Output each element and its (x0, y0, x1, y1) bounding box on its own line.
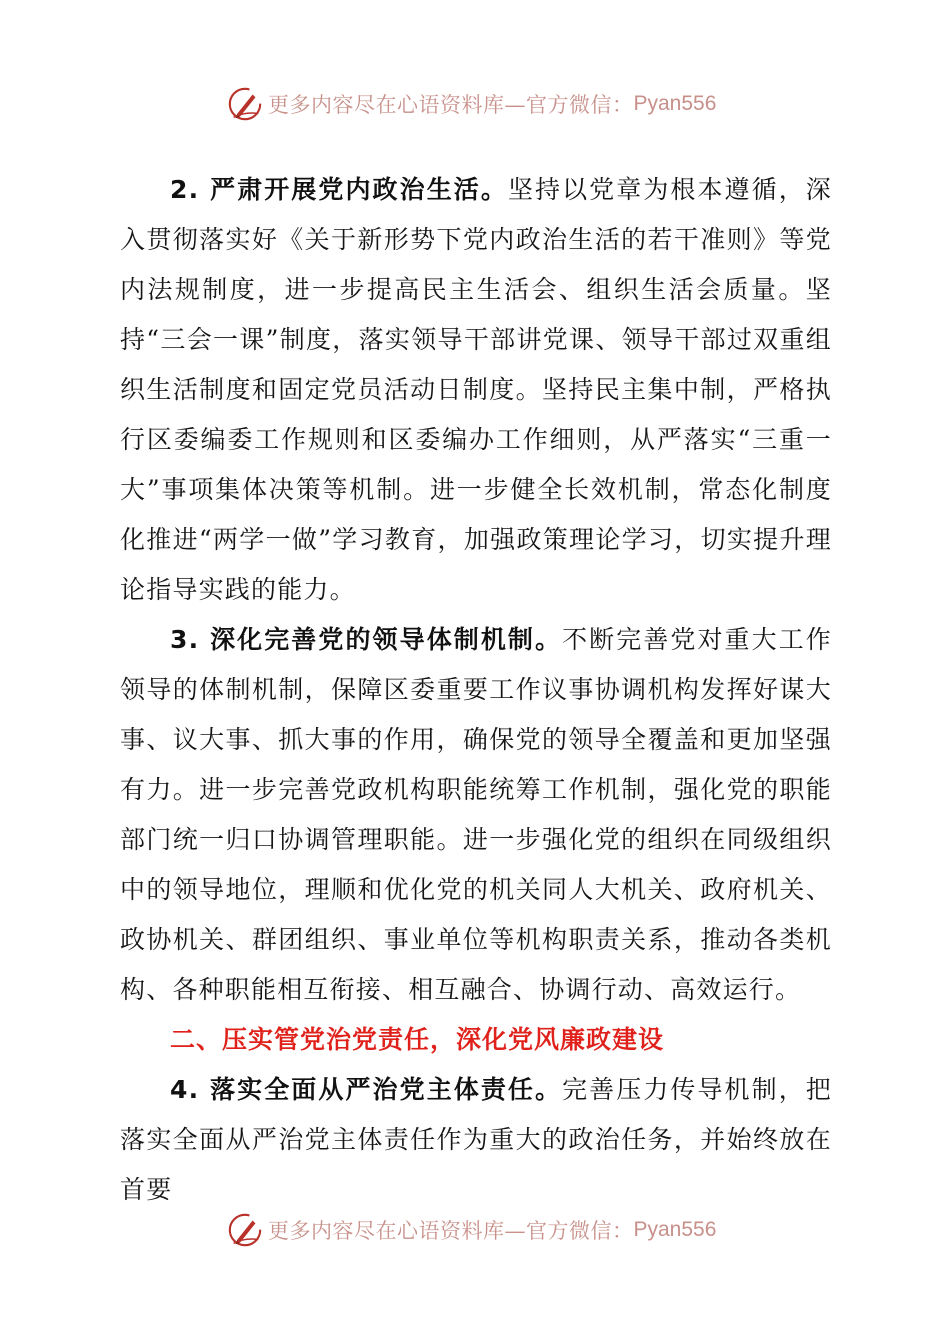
item-number: 4. (170, 1075, 211, 1104)
pen-logo-icon (226, 1211, 264, 1249)
item-body: 坚持以党章为根本遵循，深入贯彻落实好《关于新形势下党内政治生活的若干准则》等党内法规制度，进一步提高民主生活会、组织生活会质量。坚持“三会一课”制度，落实领导干部讲党课、领导干部过双重组织生活制度和固定党员活动日制度。坚持民主集中制，严格执行区委编委工作规则和区委编办工作细则，从严落实“三重一大”事项集体决策等机制。进一步健全长效机制，常态化制度化推进“两学一做”学习教育，加强政策理论学习，切实提升理论指导实践的能力。 (120, 175, 832, 604)
paragraph-4 (120, 1065, 832, 1215)
watermark-wechat-id: Pyan556 (633, 92, 717, 115)
item-lead: 深化完善党的领导体制机制。 (210, 625, 563, 654)
item-lead: 落实全面从严治党主体责任。 (210, 1075, 563, 1104)
paragraph-2 (120, 165, 832, 615)
item-body: 不断完善党对重大工作领导的体制机制，保障区委重要工作议事协调机构发挥好谋大事、议大事、抓大事的作用，确保党的领导全覆盖和更加坚强有力。进一步完善党政机构职能统筹工作机制，强化党的职能部门统一归口协调管理职能。进一步强化党的组织在同级组织中的领导地位，理顺和优化党的机关同人大机关、政府机关、政协机关、群团组织、事业单位等机构职责关系，推动各类机构、各种职能相互衔接、相互融合、协调行动、高效运行。 (120, 625, 832, 1004)
pen-logo-icon (226, 85, 264, 123)
item-lead: 严肃开展党内政治生活。 (210, 175, 508, 204)
watermark-text: 更多内容尽在心语资料库—官方微信： (268, 1219, 634, 1243)
watermark-wechat-id: Pyan556 (633, 1218, 717, 1241)
item-body: 完善压力传导机制，把落实全面从严治党主体责任作为重大的政治任务，并始终放在首要 (120, 1075, 832, 1204)
document-body (120, 165, 832, 1215)
section-heading: 二、压实管党治党责任，深化党风廉政建设 (170, 1025, 665, 1054)
paragraph-3 (120, 615, 832, 1015)
watermark-footer (226, 1208, 716, 1252)
item-number: 3. (170, 625, 211, 654)
watermark-header (226, 82, 716, 126)
watermark-text: 更多内容尽在心语资料库—官方微信： (268, 93, 634, 117)
item-number: 2. (170, 175, 211, 204)
